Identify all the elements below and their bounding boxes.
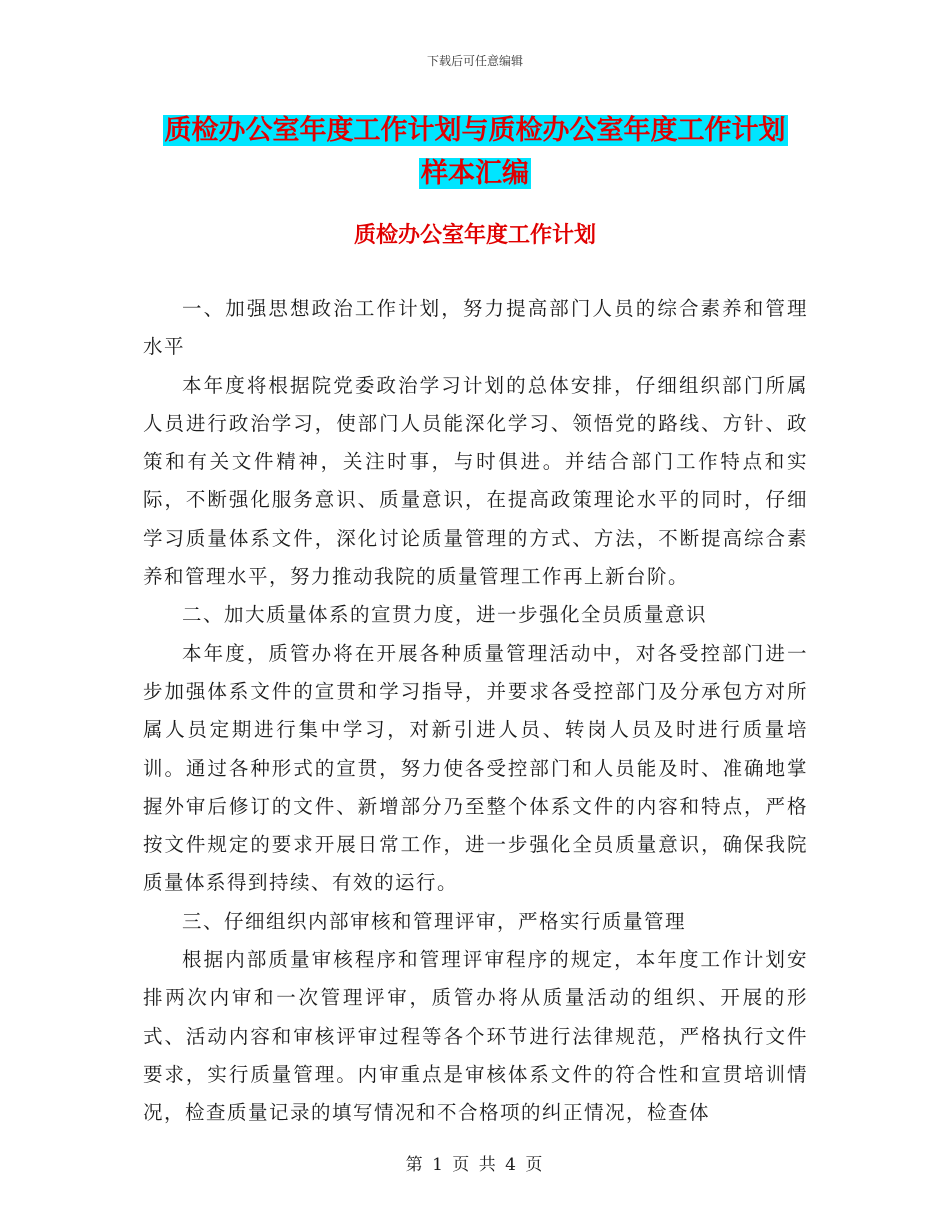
document-title-text-1: 质检办公室年度工作计划与质检办公室年度工作计划 bbox=[164, 115, 786, 146]
document-title-line-1 bbox=[0, 113, 950, 149]
heading-paragraph-1: 一、加强思想政治工作计划，努力提高部门人员的综合素养和管理水平 bbox=[143, 297, 808, 359]
page-footer: 第 1 页 共 4 页 bbox=[405, 1155, 545, 1175]
document-body bbox=[143, 290, 808, 1133]
heading-paragraph-2: 二、加大质量体系的宣贯力度，进一步强化全员质量意识 bbox=[182, 603, 708, 627]
page-header-note: 下载后可任意编辑 bbox=[426, 54, 523, 68]
document-title-text-2: 样本汇编 bbox=[421, 158, 529, 189]
body-paragraph-2: 本年度，质管办将在开展各种质量管理活动中，对各受控部门进一步加强体系文件的宣贯和学习指导，并要求各受控部门及分承包方对所属人员定期进行集中学习，对新引进人员、转岗人员及时进行质量培训。通过各种形式的宣贯，努力使各受控部门和人员能及时、准确地掌握外审后修订的文件、新增部分乃至整个体系文件的内容和特点，严格按文件规定的要求开展日常工作，进一步强化全员质量意识，确保我院质量体系得到持续、有效的运行。 bbox=[143, 641, 808, 895]
heading-paragraph-3: 三、仔细组织内部审核和管理评审，严格实行质量管理 bbox=[182, 909, 687, 933]
section-title: 质检办公室年度工作计划 bbox=[353, 223, 596, 248]
document-title-line-2 bbox=[0, 156, 950, 192]
body-paragraph-1: 本年度将根据院党委政治学习计划的总体安排，仔细组织部门所属人员进行政治学习，使部门人员能深化学习、领悟党的路线、方针、政策和有关文件精神，关注时事，与时俱进。并结合部门工作特点和实际，不断强化服务意识、质量意识，在提高政策理论水平的同时，仔细学习质量体系文件，深化讨论质量管理的方式、方法，不断提高综合素养和管理水平，努力推动我院的质量管理工作再上新台阶。 bbox=[143, 373, 808, 589]
body-paragraph-3: 根据内部质量审核程序和管理评审程序的规定，本年度工作计划安排两次内审和一次管理评审，质管办将从质量活动的组织、开展的形式、活动内容和审核评审过程等各个环节进行法律规范，严格执行文件要求，实行质量管理。内审重点是审核体系文件的符合性和宣贯培训情况，检查质量记录的填写情况和不合格项的纠正情况，检查体 bbox=[143, 948, 808, 1125]
